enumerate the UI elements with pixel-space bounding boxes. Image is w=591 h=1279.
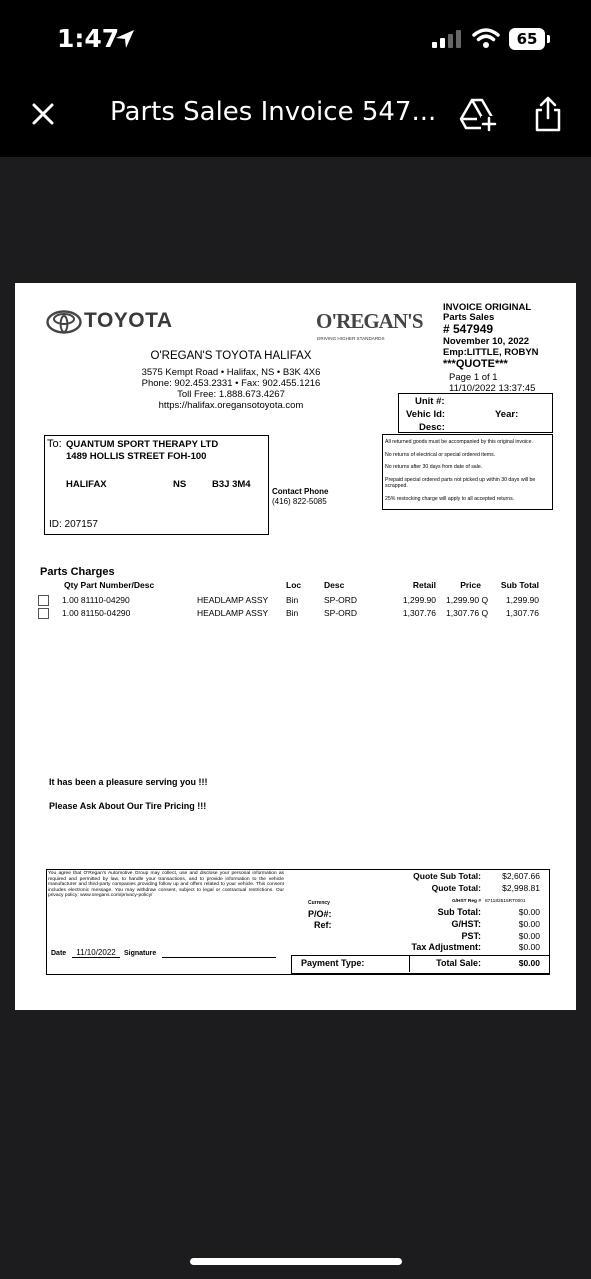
battery-nub [547,35,550,43]
quote-total-label: Quote Total: [431,883,481,893]
row-checkbox[interactable] [38,608,49,619]
row-loc: Bin [286,608,299,618]
dealer-toll-free: Toll Free: 1.888.673.4267 [177,389,285,400]
message-tire: Please Ask About Our Tire Pricing !!! [49,801,207,811]
quote-total: $2,998.81 [502,883,540,893]
sub-total-label: Sub Total: [437,907,481,917]
ghst-reg-label: G/HST Reg # [451,899,481,904]
vehic-id-label: Vehic Id: [406,409,446,420]
policy-3: No returns after 30 days from date of sale. [385,464,483,470]
contact-phone: (416) 822-5085 [272,497,327,506]
customer-postal: B3J 3M4 [212,479,251,490]
battery-indicator: 65 [509,28,545,50]
col-qty-part: Qty Part Number/Desc [64,580,155,590]
status-bar [0,0,591,75]
invoice-type: INVOICE ORIGINAL [443,302,532,313]
message-thanks: It has been a pleasure serving you !!! [49,777,208,787]
total-sale: $0.00 [518,958,540,968]
contact-phone-label: Contact Phone [272,487,329,496]
oregans-logo: O'REGAN'S [316,309,423,333]
row-retail: 1,299.90 [402,595,436,605]
row-part: 1.00 81150-04290 [62,608,131,618]
consent-text: You agree that O'Regan's Automotive Group may collect, use and disclose your personal information as required and permitted by law, to handle your transactions, and to provide information to the vehicle manufacturer and third-party companies providing follow up and offers related to your vehicle. This consent includes electronic message. You may withdraw consent, subject to legal or contractual restrictions. Our privacy policy: www.oregans.com/privacy-policy/ [48,871,284,899]
invoice-employee: Emp:LITTLE, ROBYN [443,347,539,358]
row-part-name: HEADLAMP ASSY [197,608,269,618]
close-icon[interactable] [28,99,58,129]
row-checkbox[interactable] [38,595,49,606]
tax-adjustment-label: Tax Adjustment: [411,942,481,952]
ghst-value: $0.00 [518,919,540,929]
toyota-brand: TOYOTA [84,309,173,332]
row-subtotal: 1,307.76 [505,608,539,618]
unit-label: Unit #: [415,396,445,407]
col-price: Price [460,580,481,590]
quote-sub-total: $2,607.66 [502,871,540,881]
sign-date: 11/10/2022 [72,948,120,958]
document-title: Parts Sales Invoice 547... [110,97,437,127]
currency-label: Currency [308,900,330,906]
row-part: 1.00 81110-04290 [62,595,130,605]
sub-total: $0.00 [518,907,540,917]
po-label: P/O#: [308,909,332,919]
add-to-drive-icon[interactable] [457,94,497,134]
customer-province: NS [173,479,187,490]
row-subtotal: 1,299.90 [505,595,539,605]
customer-name: QUANTUM SPORT THERAPY LTD [66,439,219,450]
policy-1: All returned goods must be accompanied by this original invoice. [385,439,533,445]
ref-label: Ref: [314,920,332,930]
page-count: Page 1 of 1 [449,372,498,383]
row-part-name: HEADLAMP ASSY [197,595,269,605]
col-desc: Desc [324,580,345,590]
dealer-phone-fax: Phone: 902.453.2331 • Fax: 902.455.1216 [141,378,321,389]
payment-type-label: Payment Type: [301,958,365,968]
to-label: To: [47,438,62,450]
quote-sub-total-label: Quote Sub Total: [413,871,481,881]
tax-adjustment: $0.00 [518,942,540,952]
home-indicator[interactable] [190,1258,402,1265]
invoice-date: November 10, 2022 [443,336,530,347]
location-arrow-icon [114,28,136,50]
col-subtotal: Sub Total [500,580,539,590]
col-loc: Loc [286,580,302,590]
cellular-signal-icon [432,30,462,48]
invoice-category: Parts Sales [443,312,495,323]
dealer-website: https://halifax.oregansotoyota.com [158,400,304,411]
viewer-toolbar [0,75,591,157]
customer-street: 1489 HOLLIS STREET FOH-100 [66,451,207,462]
pst-label: PST: [461,931,481,941]
row-price: 1,299.90 Q [446,595,489,605]
dealer-name: O'REGAN'S TOYOTA HALIFAX [150,350,312,362]
dealer-address: 3575 Kempt Road • Halifax, NS • B3K 4X6 [141,367,321,378]
signature-line[interactable] [162,957,276,958]
policy-2: No returns of electrical or special ordered items. [385,452,496,458]
invoice-timestamp: 11/10/2022 13:37:45 [449,383,536,394]
row-loc: Bin [286,595,299,605]
year-label: Year: [495,409,519,420]
clock: 1:47 [57,24,120,53]
policy-4: Prepaid special ordered parts not picked up within 30 days will be scrapped. [385,477,536,489]
pst-value: $0.00 [518,931,540,941]
quote-label: ***QUOTE*** [443,358,508,370]
toyota-emblem-icon [46,310,82,334]
parts-charges-title: Parts Charges [40,566,115,578]
share-icon[interactable] [528,94,568,134]
ghst-label: G/HST: [451,919,481,929]
customer-city: HALIFAX [66,479,107,490]
customer-id: ID: 207157 [49,519,98,530]
date-label: Date [51,950,67,957]
invoice-page [15,283,576,1010]
invoice-number: # 547949 [443,322,494,336]
row-retail: 1,307.76 [402,608,436,618]
row-desc: SP-ORD [324,608,358,618]
desc-label: Desc: [419,422,445,433]
policy-5: 25% restocking charge will apply to all accepted returns. [385,496,515,502]
wifi-icon [472,27,500,49]
oregans-tagline: DRIVING HIGHER STANDARDS [317,336,385,341]
ghst-reg: 871182515RT0001 [485,899,526,904]
total-sale-label: Total Sale: [436,958,481,968]
row-price: 1,307.76 Q [446,608,489,618]
col-retail: Retail [412,580,436,590]
row-desc: SP-ORD [324,595,358,605]
signature-label: Signature [124,950,157,957]
